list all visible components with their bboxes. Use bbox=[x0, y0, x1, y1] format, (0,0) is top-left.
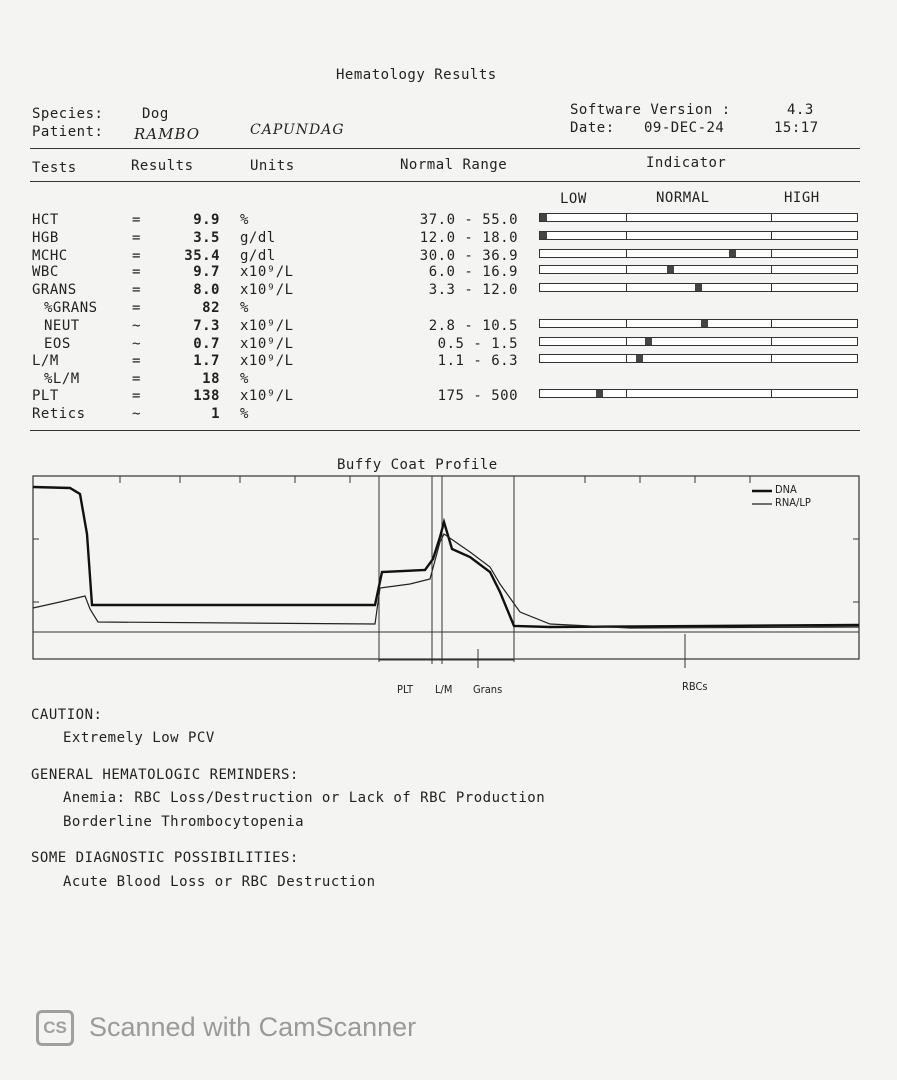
result-operator: = bbox=[132, 371, 141, 387]
species-value: Dog bbox=[142, 106, 169, 122]
test-name: GRANS bbox=[32, 282, 77, 298]
result-unit: g/dl bbox=[240, 248, 276, 264]
result-unit: % bbox=[240, 371, 249, 387]
indicator-marker bbox=[540, 214, 547, 221]
result-value: 18 bbox=[202, 371, 220, 387]
test-name: HGB bbox=[32, 230, 59, 246]
result-operator: = bbox=[132, 212, 141, 228]
indicator-high-label: HIGH bbox=[784, 190, 820, 206]
result-operator: = bbox=[132, 264, 141, 280]
indicator-divider bbox=[771, 266, 772, 273]
result-unit: g/dl bbox=[240, 230, 276, 246]
rna-curve bbox=[33, 534, 859, 628]
result-value: 138 bbox=[193, 388, 220, 404]
indicator-marker bbox=[540, 232, 547, 239]
indicator-bar bbox=[539, 231, 858, 240]
result-unit: % bbox=[240, 406, 249, 422]
indicator-divider bbox=[771, 284, 772, 291]
indicator-divider bbox=[626, 284, 627, 291]
legend-rna-lp: RNA/LP bbox=[775, 496, 811, 509]
indicator-marker bbox=[667, 266, 674, 273]
indicator-divider bbox=[626, 266, 627, 273]
diagnostic-item: Acute Blood Loss or RBC Destruction bbox=[63, 874, 376, 890]
buffy-coat-chart bbox=[30, 474, 865, 704]
normal-range: 2.8 - 10.5 bbox=[428, 318, 518, 334]
indicator-divider bbox=[626, 390, 627, 397]
result-unit: x10⁹/L bbox=[240, 282, 294, 298]
result-value: 3.5 bbox=[193, 230, 220, 246]
indicator-bar bbox=[539, 213, 858, 222]
indicator-divider bbox=[626, 338, 627, 345]
diagnostic-title: SOME DIAGNOSTIC POSSIBILITIES: bbox=[31, 850, 299, 866]
camscanner-logo-icon: CS bbox=[36, 1010, 74, 1046]
software-label: Software Version : bbox=[570, 102, 731, 118]
indicator-divider bbox=[771, 320, 772, 327]
indicator-divider bbox=[626, 232, 627, 239]
result-value: 7.3 bbox=[193, 318, 220, 334]
software-version: 4.3 bbox=[787, 102, 814, 118]
normal-range: 30.0 - 36.9 bbox=[419, 248, 518, 264]
zone-label-plt: PLT bbox=[397, 683, 414, 696]
indicator-low-label: LOW bbox=[560, 191, 587, 207]
result-value: 8.0 bbox=[193, 282, 220, 298]
species-label: Species: bbox=[32, 106, 104, 122]
header-tests: Tests bbox=[32, 160, 77, 176]
result-operator: ~ bbox=[132, 406, 141, 422]
indicator-bar bbox=[539, 337, 858, 346]
result-unit: x10⁹/L bbox=[240, 264, 294, 280]
test-name: Retics bbox=[32, 406, 86, 422]
result-operator: ~ bbox=[132, 318, 141, 334]
result-unit: % bbox=[240, 212, 249, 228]
reminder-item: Anemia: RBC Loss/Destruction or Lack of RBC Production bbox=[63, 790, 546, 806]
indicator-divider bbox=[626, 355, 627, 362]
indicator-bar bbox=[539, 319, 858, 328]
buffy-coat-title: Buffy Coat Profile bbox=[337, 457, 498, 473]
result-value: 1 bbox=[211, 406, 220, 422]
indicator-marker bbox=[701, 320, 708, 327]
result-operator: = bbox=[132, 388, 141, 404]
normal-range: 6.0 - 16.9 bbox=[428, 264, 518, 280]
indicator-divider bbox=[626, 250, 627, 257]
indicator-bar bbox=[539, 354, 858, 363]
patient-name: RAMBO bbox=[134, 125, 201, 143]
normal-range: 1.1 - 6.3 bbox=[437, 353, 518, 369]
result-operator: = bbox=[132, 282, 141, 298]
indicator-divider bbox=[771, 232, 772, 239]
date-label: Date: bbox=[570, 120, 615, 136]
test-name: PLT bbox=[32, 388, 59, 404]
divider bbox=[30, 181, 860, 182]
indicator-marker bbox=[636, 355, 643, 362]
test-name: NEUT bbox=[44, 318, 80, 334]
result-operator: = bbox=[132, 230, 141, 246]
scanner-watermark: Scanned with CamScanner bbox=[89, 1012, 417, 1042]
normal-range: 0.5 - 1.5 bbox=[437, 336, 518, 352]
result-unit: x10⁹/L bbox=[240, 318, 294, 334]
time-value: 15:17 bbox=[774, 120, 819, 136]
result-value: 9.9 bbox=[193, 212, 220, 228]
header-indicator: Indicator bbox=[646, 155, 727, 171]
indicator-divider bbox=[626, 214, 627, 221]
header-units: Units bbox=[250, 158, 295, 174]
report-title: Hematology Results bbox=[336, 67, 497, 83]
divider bbox=[30, 148, 860, 149]
test-name: %L/M bbox=[44, 371, 80, 387]
result-value: 9.7 bbox=[193, 264, 220, 280]
indicator-marker bbox=[645, 338, 652, 345]
indicator-divider bbox=[771, 355, 772, 362]
result-value: 82 bbox=[202, 300, 220, 316]
indicator-bar bbox=[539, 389, 858, 398]
dna-curve bbox=[33, 487, 859, 627]
result-operator: = bbox=[132, 248, 141, 264]
reminders-title: GENERAL HEMATOLOGIC REMINDERS: bbox=[31, 767, 299, 783]
test-name: MCHC bbox=[32, 248, 68, 264]
indicator-marker bbox=[596, 390, 603, 397]
result-operator: = bbox=[132, 300, 141, 316]
indicator-bar bbox=[539, 249, 858, 258]
normal-range: 12.0 - 18.0 bbox=[419, 230, 518, 246]
test-name: WBC bbox=[32, 264, 59, 280]
date-value: 09-DEC-24 bbox=[644, 120, 725, 136]
result-unit: x10⁹/L bbox=[240, 388, 294, 404]
caution-text: Extremely Low PCV bbox=[63, 730, 215, 746]
indicator-bar bbox=[539, 265, 858, 274]
reminder-item: Borderline Thrombocytopenia bbox=[63, 814, 305, 830]
zone-label-grans: Grans bbox=[473, 683, 503, 696]
patient-label: Patient: bbox=[32, 124, 104, 140]
divider bbox=[30, 430, 860, 431]
test-name: HCT bbox=[32, 212, 59, 228]
result-value: 0.7 bbox=[193, 336, 220, 352]
result-unit: x10⁹/L bbox=[240, 336, 294, 352]
indicator-divider bbox=[771, 250, 772, 257]
header-results: Results bbox=[131, 158, 194, 174]
zone-label-rbcs: RBCs bbox=[682, 680, 708, 693]
test-name: %GRANS bbox=[44, 300, 98, 316]
normal-range: 175 - 500 bbox=[437, 388, 518, 404]
test-name: L/M bbox=[32, 353, 59, 369]
result-operator: = bbox=[132, 353, 141, 369]
indicator-divider bbox=[771, 390, 772, 397]
indicator-marker bbox=[695, 284, 702, 291]
zone-label-lm: L/M bbox=[435, 683, 453, 696]
test-name: EOS bbox=[44, 336, 71, 352]
patient-surname: CAPUNDAG bbox=[250, 122, 345, 138]
indicator-bar bbox=[539, 283, 858, 292]
result-unit: % bbox=[240, 300, 249, 316]
caution-title: CAUTION: bbox=[31, 707, 103, 723]
indicator-divider bbox=[771, 338, 772, 345]
legend-dna: DNA bbox=[775, 483, 797, 496]
result-unit: x10⁹/L bbox=[240, 353, 294, 369]
indicator-marker bbox=[729, 250, 736, 257]
normal-range: 3.3 - 12.0 bbox=[428, 282, 518, 298]
result-value: 35.4 bbox=[184, 248, 220, 264]
indicator-normal-label: NORMAL bbox=[656, 190, 710, 206]
indicator-divider bbox=[626, 320, 627, 327]
normal-range: 37.0 - 55.0 bbox=[419, 212, 518, 228]
header-normal-range: Normal Range bbox=[400, 157, 508, 173]
result-value: 1.7 bbox=[193, 353, 220, 369]
indicator-divider bbox=[771, 214, 772, 221]
result-operator: ~ bbox=[132, 336, 141, 352]
